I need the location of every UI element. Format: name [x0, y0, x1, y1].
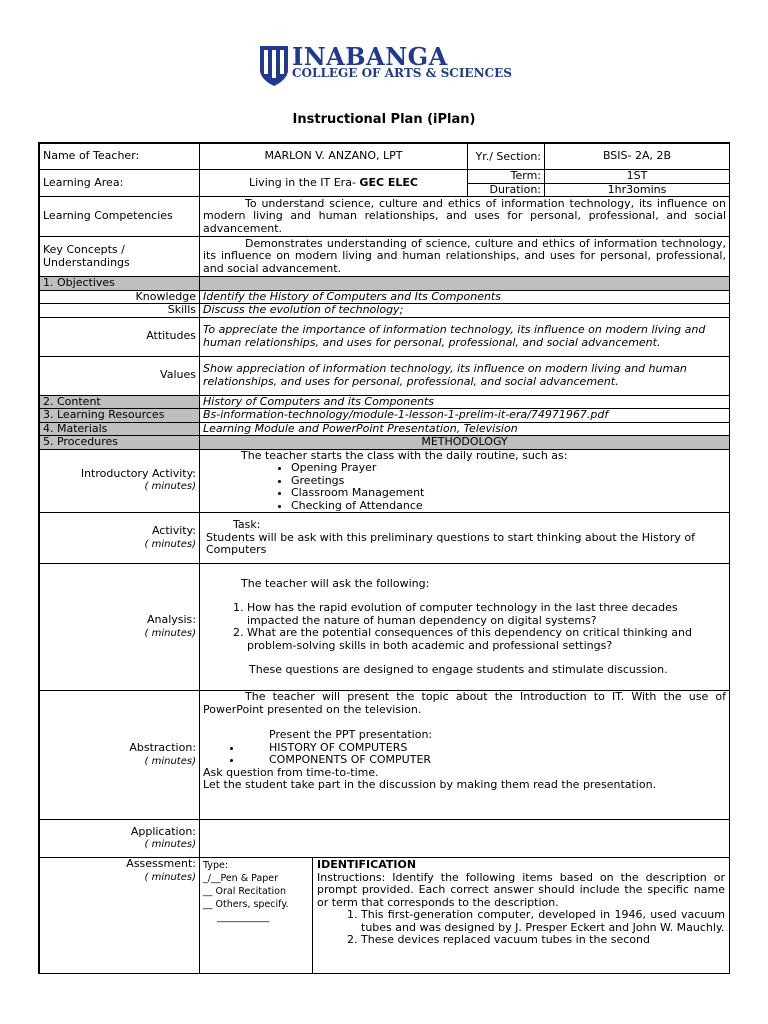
list-item: • Greetings	[291, 475, 726, 488]
materials-value: Learning Module and PowerPoint Presentation, Television	[200, 422, 730, 436]
content-label: 2. Content	[40, 395, 200, 409]
assessment-label: Assessment: ( minutes)	[40, 858, 200, 975]
activity-cell: Task: Students will be ask with this preliminary questions to start thinking about the History of Computers	[200, 513, 730, 564]
assessment-type-box: Type: _/__Pen & Paper __ Oral Recitation __ Others, specify. ___________	[203, 859, 307, 924]
knowledge-value: Identify the History of Computers and Its Components	[200, 290, 730, 304]
list-item: • COMPONENTS OF COMPUTER	[243, 754, 726, 767]
identification-section	[317, 859, 725, 947]
analysis-label: Analysis: ( minutes)	[40, 564, 200, 691]
procedures-label: 5. Procedures	[40, 436, 200, 450]
assessment-cell	[200, 858, 730, 975]
instructions-text: Instructions: Identify the following items based on the description or prompt provided. Each correct answer should include the specific name or term that corresponds to the description.	[317, 870, 725, 909]
concepts-value: Demonstrates understanding of science, culture and ethics of information technology, its influence on modern living and human relationships, and uses for personal, professional, and social advancement.	[200, 237, 730, 277]
learning-area-label: Learning Area:	[40, 170, 200, 197]
competencies-label: Learning Competencies	[40, 197, 200, 237]
page-title: Instructional Plan (iPlan)	[292, 112, 476, 127]
shield-crest-icon	[259, 44, 289, 88]
skills-label: Skills	[40, 304, 200, 318]
list-item: 1. This first-generation computer, developed in 1946, used vacuum tubes and was designed by J. Presper Eckert and John W. Mauchly.	[361, 909, 725, 934]
identification-items	[317, 909, 725, 947]
list-item: 2. What are the potential consequences of this dependency on critical thinking and problem-solving skills in both academic and professional settings?	[247, 627, 726, 652]
abstraction-label: Abstraction: ( minutes)	[40, 691, 200, 820]
term-label: Term:	[468, 170, 545, 184]
others-option: __ Others, specify.	[203, 899, 289, 910]
materials-label: 4. Materials	[40, 422, 200, 436]
logo-name: INABANGA	[292, 42, 448, 71]
pen-paper-option: _/__Pen & Paper	[203, 873, 279, 884]
list-item: • Checking of Attendance	[291, 500, 726, 513]
duration-label: Duration:	[468, 183, 545, 197]
logo-subtitle: COLLEGE OF ARTS & SCIENCES	[292, 66, 512, 80]
analysis-questions	[203, 602, 726, 652]
routine-list	[203, 462, 726, 512]
list-item: 1. How has the rapid evolution of computer technology in the last three decades impacted the nature of human dependency on digital systems?	[247, 602, 726, 627]
values-label: Values	[40, 356, 200, 395]
teacher-label: Name of Teacher:	[40, 144, 200, 170]
teacher-value: MARLON V. ANZANO, LPT	[200, 144, 468, 170]
values-value: Show appreciation of information technology, its influence on modern living and human relationships, and uses for personal, professional, and social advancement.	[200, 356, 730, 395]
identification-heading: IDENTIFICATION	[317, 858, 417, 871]
resources-value: Bs-information-technology/module-1-lesson-1-prelim-it-era/74971967.pdf	[200, 409, 730, 423]
intro-activity-cell: The teacher starts the class with the daily routine, such as: • Opening Prayer • Greetings • Classroom Management • Checking of Attendance	[200, 449, 730, 513]
methodology-heading: METHODOLOGY	[200, 436, 730, 450]
learning-area-value: Living in the IT Era- GEC ELEC	[200, 170, 468, 197]
school-logo	[259, 44, 519, 92]
section-value: BSIS- 2A, 2B	[545, 144, 730, 170]
duration-value: 1hr3omins	[545, 183, 730, 197]
attitudes-value: To appreciate the importance of information technology, its influence on modern living and human relationships, and uses for personal, professional, and social advancement.	[200, 317, 730, 356]
attitudes-label: Attitudes	[40, 317, 200, 356]
oral-recitation-option: __ Oral Recitation	[203, 886, 287, 897]
list-item: 2. These devices replaced vacuum tubes in the second	[361, 934, 725, 947]
concepts-label: Key Concepts / Understandings	[40, 237, 200, 277]
knowledge-label: Knowledge	[40, 290, 200, 304]
instructional-plan-table	[38, 142, 730, 974]
list-item: • HISTORY OF COMPUTERS	[243, 742, 726, 755]
competencies-value: To understand science, culture and ethics of information technology, its influence on modern living and human relationships, and uses for personal, professional, and social advancement.	[200, 197, 730, 237]
list-item: • Opening Prayer	[291, 462, 726, 475]
intro-activity-label: Introductory Activity: ( minutes)	[40, 449, 200, 513]
application-label: Application: ( minutes)	[40, 820, 200, 858]
list-item: • Classroom Management	[291, 487, 726, 500]
term-value: 1ST	[545, 170, 730, 184]
abstraction-cell: The teacher will present the topic about the Introduction to IT. With the use of PowerPoint presented on the television. Present the PPT presentation: • HISTORY OF COMPUTERS • COMPONENTS OF COMPUTER Ask question from time-to-time. Let the student take part in the discussion by making them read the presentation.	[200, 691, 730, 820]
ppt-topics-list	[203, 742, 726, 767]
analysis-cell: The teacher will ask the following: 1. How has the rapid evolution of computer technology in the last three decades impacted the nature of human dependency on digital systems? 2. What are the potential consequences of this dependency on critical thinking and problem-solving skills in both academic and professional settings? These questions are designed to engage students and stimulate discussion.	[200, 564, 730, 691]
activity-label: Activity: ( minutes)	[40, 513, 200, 564]
section-label: Yr./ Section:	[468, 144, 545, 170]
content-value: History of Computers and its Components	[200, 395, 730, 409]
skills-value: Discuss the evolution of technology;	[200, 304, 730, 318]
objectives-heading: 1. Objectives	[40, 277, 200, 291]
resources-label: 3. Learning Resources	[40, 409, 200, 423]
